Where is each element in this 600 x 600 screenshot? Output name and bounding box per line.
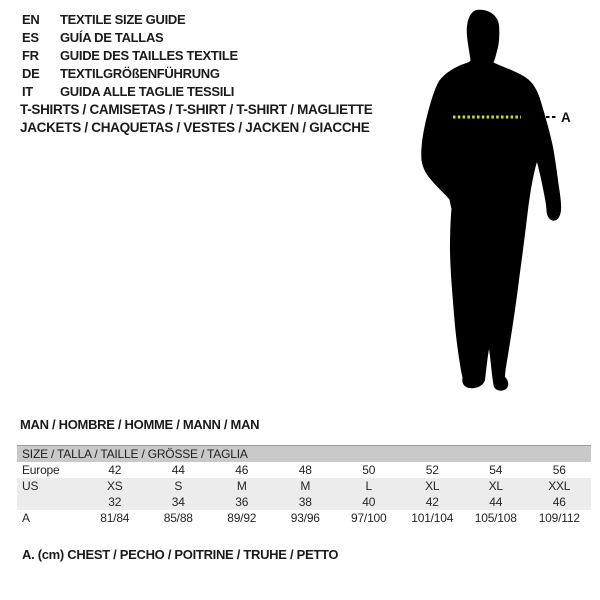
cell: 105/108 (474, 511, 517, 525)
cell: 44 (489, 495, 503, 509)
cell: 36 (235, 495, 249, 509)
cell: 32 (108, 495, 122, 509)
lang-title: GUÍA DE TALLAS (60, 30, 164, 45)
man-silhouette (421, 10, 561, 391)
lang-code: EN (22, 12, 40, 27)
garment-categories (20, 101, 372, 137)
size-table-header: SIZE / TALLA / TAILLE / GRÖSSE / TAGLIA (17, 445, 591, 462)
cell: 101/104 (411, 511, 454, 525)
lang-title: TEXTILGRÖßENFÜHRUNG (60, 66, 220, 81)
cell: 85/88 (163, 511, 193, 525)
cell: 109/112 (538, 511, 580, 525)
lang-code: FR (22, 48, 39, 63)
cell: 97/100 (350, 511, 387, 525)
category-tshirts: T-SHIRTS / CAMISETAS / T-SHIRT / T-SHIRT / MAGLIETTE (20, 102, 373, 117)
cell: 42 (108, 463, 122, 477)
lang-code: DE (22, 66, 40, 81)
lang-code: IT (22, 84, 33, 99)
cell: M (236, 479, 247, 493)
cell: 40 (362, 495, 376, 509)
cell: 89/92 (227, 511, 257, 525)
man-silhouette-figure (390, 0, 600, 400)
cell: XL (425, 479, 440, 493)
cell: 93/96 (290, 511, 320, 525)
section-title-man: MAN / HOMBRE / HOMME / MANN / MAN (20, 417, 260, 432)
cell: 54 (489, 463, 503, 477)
language-guide-list (22, 11, 238, 101)
cell: 48 (298, 463, 312, 477)
cell: XL (488, 479, 503, 493)
cell: S (174, 479, 183, 493)
cell: 46 (552, 495, 566, 509)
cell: XXL (548, 479, 571, 493)
row-label: A (22, 511, 30, 525)
cell: 34 (171, 495, 185, 509)
category-jackets: JACKETS / CHAQUETAS / VESTES / JACKEN / GIACCHE (20, 120, 370, 135)
cell: 38 (298, 495, 312, 509)
cell: 50 (362, 463, 376, 477)
row-label (17, 494, 83, 510)
cell: M (300, 479, 311, 493)
lang-code: ES (22, 30, 39, 45)
cell: 42 (425, 495, 439, 509)
size-table (17, 445, 591, 526)
measurement-footnote: A. (cm) CHEST / PECHO / POITRINE / TRUHE / PETTO (22, 547, 339, 562)
cell: 56 (552, 463, 566, 477)
table-row-us (17, 478, 591, 494)
table-row-chest (17, 510, 591, 526)
cell: 52 (425, 463, 439, 477)
cell: 46 (235, 463, 249, 477)
row-label: US (22, 479, 39, 493)
lang-title: TEXTILE SIZE GUIDE (60, 12, 186, 27)
cell: 44 (171, 463, 185, 477)
row-label: Europe (22, 463, 60, 477)
lang-title: GUIDE DES TAILLES TEXTILE (60, 48, 238, 63)
cell: 81/84 (100, 511, 130, 525)
table-row-uk (17, 494, 591, 510)
lang-title: GUIDA ALLE TAGLIE TESSILI (60, 84, 235, 99)
table-row-europe (17, 462, 591, 478)
measure-label-a: A (561, 110, 571, 125)
cell: XS (106, 479, 123, 493)
cell: L (365, 479, 372, 493)
